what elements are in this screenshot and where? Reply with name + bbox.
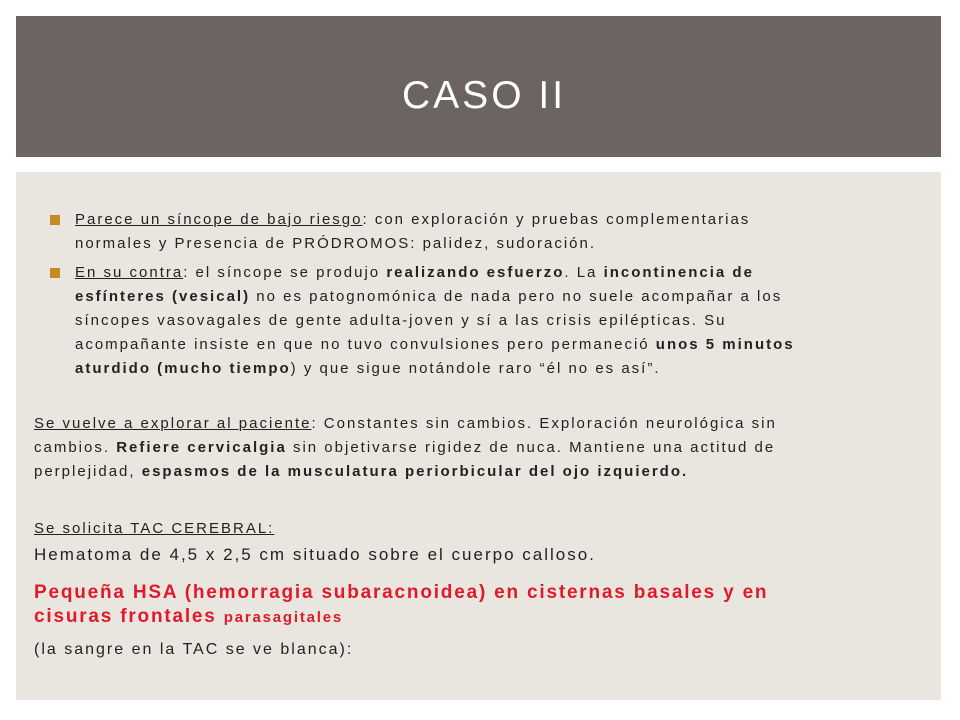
bullet-item-1	[50, 208, 930, 256]
bullet-text-1	[50, 208, 930, 256]
tac-note: (la sangre en la TAC se ve blanca):	[34, 641, 354, 658]
exploration-paragraph: Se vuelve a explorar al paciente: Constantes sin cambios. Exploración neurológica sin cambios. Refiere cervicalgia sin objetivarse rigidez de nuca. Mantiene una actitud de perplejidad, espasmos de la musculatura periorbicular del ojo izquierdo.	[34, 415, 777, 480]
bullet-2-lead: En su contra	[75, 264, 184, 281]
content-panel	[16, 172, 941, 700]
hsa-finding: Pequeña HSA (hemorragia subaracnoidea) en cisternas basales y en cisuras frontales parasagitales	[34, 582, 769, 627]
slide-title: CASO II	[402, 74, 567, 117]
bullet-text-2: En su contra: el síncope se produjo realizando esfuerzo. La incontinencia de esfínteres (vesical) no es patognomónica de nada pero no suele acompañar a los síncopes vasovagales de gente adulta-joven y sí a las crisis epilépticas. Su acompañante insiste en que no tuvo convulsiones pero permaneció unos 5 minutos aturdido (mucho tiempo) y que sigue notándole raro “él no es así”.	[75, 264, 795, 377]
bullet-1-rest: : con exploración y pruebas complementarias	[362, 211, 751, 228]
bullet-1-lead: Parece un síncope de bajo riesgo	[75, 211, 363, 228]
bullet-1-line2: normales y Presencia de PRÓDROMOS: palidez, sudoración.	[75, 235, 597, 252]
hematoma-finding: Hematoma de 4,5 x 2,5 cm situado sobre el cuerpo calloso.	[34, 545, 596, 564]
bullet-item-2	[50, 261, 930, 381]
square-bullet-icon	[50, 268, 60, 278]
tac-heading: Se solicita TAC CEREBRAL:	[34, 520, 275, 537]
exploration-lead: Se vuelve a explorar al paciente	[34, 415, 312, 432]
square-bullet-icon	[50, 215, 60, 225]
